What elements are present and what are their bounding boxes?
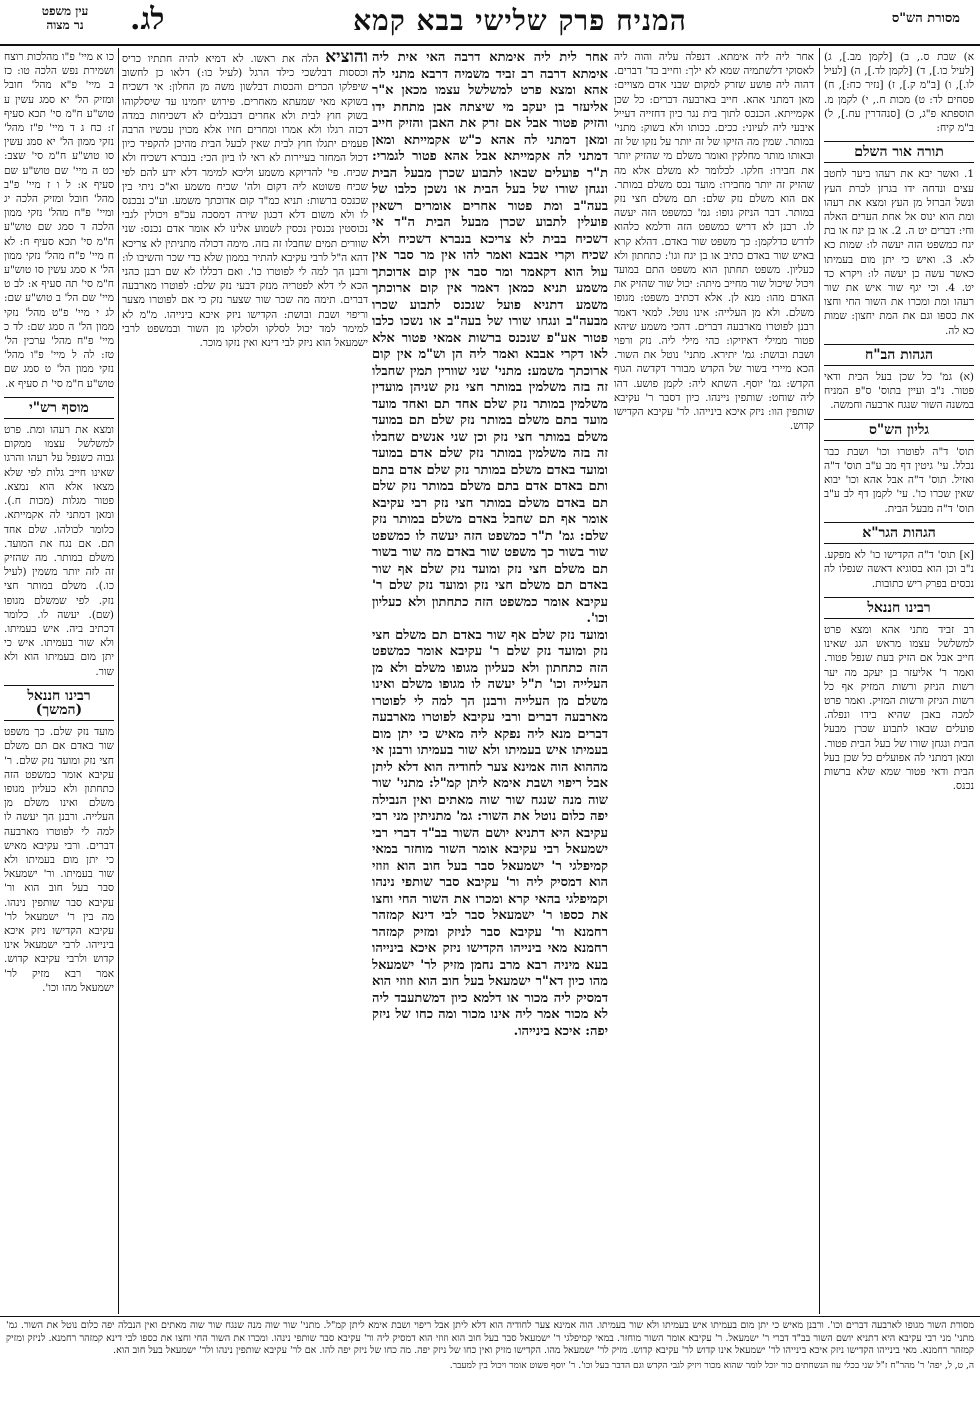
- hagahot-bach-text: (א) גמ' כל שכן בעל הבית ודאי פטור. נ"ב ועיין בתוס' ס"פ המניח במשנה השור שנגח ארבעה וחמשה.: [824, 371, 974, 412]
- gilyon-text: תוס' ד"ה לפוטרו וכו' ושבת כבר נכלל. עי' גיטין דף מב ע"ב תוס' ד"ה ואזיל. תוס' ד"ה אבל אהא וכו' יבוא שאין שכרו כו'. עי' לקמן דף לב ע"ב תוס' ד"ה מבעל הבית.: [824, 445, 974, 515]
- masoret-text: א) שבת ס., ב) [לקמן מב.], ג) [לעיל כו.], ד) [לקמן לד.], ה) [לעיל לו.], ו) [ב"מ ק.], ז) [נזיר כח:], ח) פסחים לד: ט) מכות ח., י) לקמן מ. תוספתא פ"ג, כ) [סנהדרין עח.], ל) ב"מ קיח:: [824, 51, 974, 135]
- right-sidebar: [824, 50, 974, 1312]
- torah-or-text: 1. ואשר יבא את רעהו ביער לחטב עצים ונדחה ידו בגרזן לכרת העץ ונשל הברזל מן העץ ומצא את רעהו ומת הוא ינוס אל אחת הערים האלה וחי: דברים יט ה. 2. או בן יגח או בת יגח כמשפט הזה יעשה לו: שמות כא לא. 3. ואיש כי יתן מום בעמיתו כאשר עשה כן יעשה לו: ויקרא כד יט. 4. וכי יגף שור איש את שור רעהו ומת ומכרו את השור החי וחצו את כספו וגם את המת יחצון: שמות כא לה.: [824, 168, 974, 337]
- hagahot-gra-text: [א] תוס' ד"ה הקדישו כו' לא מפקע. נ"ב וכן הוא בסוגיא דאשה שנפלו לה נכסים בפרק ריש כתובות.: [824, 549, 974, 590]
- hagahot-bach-title: הגהות הב"ח: [824, 344, 974, 366]
- left-sidebar: [4, 50, 114, 1312]
- rashi-column: [614, 50, 814, 1312]
- page-footer: [0, 1316, 980, 1420]
- footer-note: ה, ט, ל, יפה' ר' מהר"ח ז"ל שני בכלי עוז הנשחתים כור יוכל לומר שהוא מכור ויזיק לגבי הקדש וגם הדבר בעל וכו'. ר' יוסף פשוט אומר ויכול בין למעבר.: [449, 1360, 974, 1371]
- rule-left: [118, 48, 119, 1314]
- rabbenu-chananel-title: רבינו חננאל: [824, 597, 974, 619]
- gemara-text: אחר לית ליה אימתא דרבה האי אית ליה אימתא דרבה רב זביד משמיה דרבא מתני לה אהא ומצא פרט למשלשל עצמו מכאן א"ר אליעזר בן יעקב מי שיצתה אבן מתחת ידו והזיק פטור אבל אם זרק את האבן והזיק חייב ומאן דמתני לה אהא כ"ש אקמייתא ומאן דמתני לה אקמייתא אבל אהא פטור לגמרי: ת"ר פועלים שבאו לתבוע שכרן מבעל הבית ונגחן שורו של בעל הבית או נשכן כלבו של בעה"ב ומת פטור אחרים אומרים רשאין פועלין לתבוע שכרן מבעל הבית ה"ד אי דשכיח בבית לא צריכא בנברא דשכיח ולא שכיח וקרי אבבא ואמר להו אין מר סבר אין עול הוא דקאמר ומר סבר אין קום אדוכתך משמע תניא כמאן דאמר אין קום ארוכתך משמע דתניא פועל שנכנס לתבוע שכרו מבעה"ב ונגחו שורו של בעה"ב או נשכו כלבו פטור אע"פ שנכנס ברשות אמאי פטור אלא לאו דקרי אבבא ואמר ליה הן וש"מ אין קום ארוכתך משמע: מתני' שני שוורין תמין שחבלו זה בזה משלמין במותר חצי נזק שניהן מועדין משלמין במותר נזק שלם אחד תם ואחד מועד מועד בתם משלם במותר נזק שלם תם במועד משלם במותר חצי נזק וכן שני אנשים שחבלו זה בזה משלמין במותר נזק שלם אדם במועד ומועד באדם משלם במותר נזק שלם אדם בתם ותם באדם אדם בתם משלם במותר נזק שלם תם באדם משלם במותר חצי נזק רבי עקיבא אומר אף תם שחבל באדם משלם במותר נזק שלם: גמ' ת"ר כמשפט הזה יעשה לו כמשפט שור בשור כך משפט שור באדם מה שור בשור תם משלם חצי נזק ומועד נזק שלם אף שור באדם תם משלם חצי נזק ומועד נזק שלם ר' עקיבא אומר כמשפט הזה כתחתון ולא כעליון וכו'. ומועד נזק שלם אף שור באדם תם משלם חצי נזק ומועד נזק שלם ר' עקיבא אומר כמשפט הזה כתחתון ולא כעליון מגופו משלם ולא מן העלייה וכו' ת"ל יעשה לו מגופו משלם ואינו משלם מן העלייה ורבנן הך למה לי לפוטרו מארבעה דברים ורבי עקיבא לפוטרו מארבעה דברים מנא ליה נפקא ליה מאיש כי יתן מום בעמיתו איש בעמיתו ולא שור בעמיתו ורבנן אי מההוא הוה אמינא צער לחודיה הוא דלא ליתן אבל ריפוי ושבת אימא ליתן קמ"ל: מתני' שור שוה מנה שנגח שור שוה מאתים ואין הנבילה יפה כלום נוטל את השור: גמ' מתניתין מני רבי עקיבא היא דתניא יושם השור בב"ד דברי רבי ישמעאל רבי עקיבא אומר השור מוחזר במאי קמיפלגי ר' ישמעאל סבר בעל חוב הוא וזוזי הוא דמסיק ליה ור' עקיבא סבר שותפי נינהו וקמיפלגי בהאי קרא ומכרו את השור החי וחצו את כספו ר' ישמעאל סבר לבי דינא קמזהר רחמנא ור' עקיבא סבר לניזק ומזיק קמזהר רחמנא מאי בינייהו הקדישו ניזק איכא בינייהו בעא מיניה רבא מרב נחמן מזיק לר' ישמעאל מהו כיון דא"ר ישמעאל בעל חוב הוא וזוזי הוא דמסיק ליה מכור או דלמא כיון דמשתעבד ליה לא מכור אמר ליה אינו מכור ומה כחו של ניזק יפה: איכא בינייהו.: [372, 50, 608, 1039]
- torah-or-title: תורה אור השלם: [824, 141, 974, 163]
- chananel-cont-text: מועד נזק שלם. כך משפט שור באדם אם תם משלם חצי נזק ומועד נזק שלם. ר' עקיבא אומר כמשפט הזה כתחתון ולא כעליון מגופו משלם ואינו משלם מן העלייה. ורבנן הך יעשה לו למה לי לפוטרו מארבעה דברים. ורבי עקיבא מאיש כי יתן מום בעמיתו ולא שור בעמיתו. ור' ישמעאל סבר בעל חוב הוא ור' עקיבא סבר שותפין נינהו. מה בין ר' ישמעאל לר' עקיבא הקדישו ניזק איכא בינייהו. לרבי ישמעאל אינו קדוש ולרבי עקיבא קדוש. אמר רבא מזיק לר' ישמעאל מהו וכו'.: [4, 726, 114, 994]
- tosafot-text: הלה את ראשו. לא דמיא להיה חתתיו כריס וכססות דבלשכי כילד הרגל (לעיל כו:) דלאו כן לחשוב שיפלקו הכרים והכסות דבלשון משה מן החלון: אי דשכיח בשוקא מאי שמעתא מאחרים. פירוש יחמינו עד שיסלקוהו בשוק חוץ לבית ולא אחרים דבגבלים לא דשכיחות במדה דכזה רגלו ולא אמרו ומחרים חזיו אלא מכוין עכשיו הרבה פעמים יתגלו חוץ לבית שאין לבעל הבית מהיכן להקפיד כיון דכול המחזר בעיירות לא ראי לו ביון הכי: בנברא דשכיח ולא שכיח. פי' להדיוקא משמע וליכא למימר דלא ידע להם לפי שכיח פשוטא ליה דקום ולה' שכיח משמע וא"כ ניתי בין שכנכס ברשות: תניא כמ"ד קום אדוכתך משמע. וע"כ נבכנס לו ולא משום דלא דכגון שירה דמסכה עכ"פ ויכולין לגבי נכוסטין נכנסין נכסין לשמוע אלינו לא אומר אדם נכנס: שני שוורים תמים שחבלו זה בזה. מימה דכולה מתניתין לא צריכא דהא ה"ל לרבי עקיבא להתיר בממון שלא כדי שכר והשיבו לו: ורבנן הך למה לי לפוטרו כו'. ואם דכללו לא שם רבנן כהני הכא לי דלא לפטריה מנזק דבעי נזק שלם: לפוטרו מארבעה דברים. תימה מה שכר שור שצער נזק כי אם לפוטרו מצער וריפוי ושבת ובושת: הקדישו ניזק איכא בינייהו. מ"מ לא למימר למד יכול לסלקו ולסלקו מן השור ובמשפט לרבי ישמעאל הוא ניזק לבי דינא ואין נזקו מוכר.: [122, 53, 368, 350]
- masoret-label: מסורת הש"ס: [891, 11, 960, 26]
- ein-mishpat-label: עין משפט נר מצוה: [41, 4, 89, 32]
- chananel-cont-title: רבינו חננאל (המשך): [4, 685, 114, 721]
- gilyon-title: גליון הש"ס: [824, 419, 974, 441]
- rabbenu-chananel-text: רב זביד מתני אהא ומצא פרט למשלשל עצמו מראש הגג שאינו חייב אבל אם הזיק בעת שנפל פטור. ואמר ר' אליעזר בן יעקב מה יער רשות הניזק ורשות המזיק אף כל רשות הניזק ורשות המזיק. ואמר פרט למכה באבן שהיא בידו ונפלה. פועלים שבאו לתבוע שכרן מבעל הבית ונגחן שורו של בעל הבית פטור. ומאן דמתני לה אפועלים כל שכן בעל הבית ודאי פטור שמא שלא ברשות נכנס.: [824, 623, 974, 793]
- ein-mishpat-text: כו א מיי' פ"ו מהלכות רוצח ושמירת נפש הלכה טו: כז ב מיי' פ"א מהל' חובל ומזיק הל' יא סמג עשין ע טוש"ע ח"מ סי' תכא סעיף ז: כח ג ד מיי' פ"ז מהל' נזקי ממון הל' יא סמג עשין סו טוש"ע ח"מ סי' שצב: כט ה מיי' שם טוש"ע שם סעיף א: ל ו ז מיי' פ"ב מהל' חובל ומזיק הלכה יג ומיי' פ"ח מהל' נזקי ממון הלכה ד סמג שם טוש"ע ח"מ סי' תכא סעיף ח: לא ח מיי' פ"ח מהל' נזקי ממון הל' א סמג עשין סו טוש"ע ח"מ סי' תה סעיף א: לב ט מיי' שם הל' ב טוש"ע שם: לג י מיי' פ"ט מהל' נזקי ממון הל' ה סמג שם: לד כ מיי' פ"ח מהל' ערכין הל' טז: לה ל מיי' פ"ו מהל' נזקי ממון הל' ט סמג שם טוש"ע ח"מ סי' ת סעיף א.: [4, 51, 114, 390]
- mussaf-rashi-title: מוסף רש"י: [4, 397, 114, 419]
- tosafot-column: [122, 50, 368, 1312]
- page-number: לג.: [130, 2, 165, 37]
- rule-right: [819, 48, 820, 1314]
- footer-text: מסורת השור מגופו לארבעה דברים וכו'. ורבנן מאיש כי יתן מום בעמיתו איש בעמיתו ולא שור בעמיתו. הוה אמינא צער לחודיה הוא דלא ליתן אבל ריפוי ושבת אימא ליתן קמ"ל. מתני' שור שוה מנה שנגח שור שוה מאתים ואין הנבלה יפה כלום נוטל את השור. גמ' מתני' מני רבי עקיבא היא דתניא יושם השור בב"ד דברי ר' ישמעאל. ר' עקיבא אומר השור מוחזר. במאי קמיפלגי ר' ישמעאל סבר בעל חוב הוא וזוזי הוא דמסיק ליה ור' עקיבא סבר שותפי נינהו. ומכרו את השור החי וחצו את כספו לבי דינא קמזהר רחמנא. לניזק ומזיק קמזהר רחמנא. מאי בינייהו הקדישו ניזק איכא בינייהו לר' ישמעאל אינו קדוש לר' עקיבא קדוש. מזיק לר' ישמעאל מהו. הקדישו מזיק ואין כחו של ניזק יפה. מה כחו של ניזק יפה להו. אם לר' עקיבא שותפין נינהו ולר' ישמעאל בעל חוב הוא.: [6, 1320, 974, 1356]
- hagahot-gra-title: הגהות הגר"א: [824, 522, 974, 544]
- mussaf-rashi-text: ומצא את רעהו ומת. פרט למשלשל עצמו ממקום גבוה כשנפל על רעהו והרגו שאינו חייב גלות לפי שלא מצאו אלא הוא נמצא. פטור מגלות (מכות ח.). ומאן דמתני לה אקמייתא. כלומר לכולהו. שלם אחד תם. אם נגח את המועד. משלם במותר. מה שהזיק זה לזה יותר משמין (לעיל כו.). משלם במותר חצי נזק. לפי שמשלם מגופו (שם). יעשה לו. כלומר דכתיב ביה. איש בעמיתו. ולא שור בעמיתו. איש כי יתן מום בעמיתו הוא ולא שור.: [4, 424, 114, 678]
- page-title: המניח פרק שלישי בבא קמא: [353, 4, 687, 37]
- page-header: [0, 0, 980, 46]
- rashi-text: אחר ליה ליה אימתא. דנפלה עליה והוה ליה לאסוקי דלשתמיה שמא לא ילך: וחייב בד' דברים. דהוה ליה פושע שזרק למקום שבני אדם מצויים: מאן דמתני אהא. חייב בארבעה דברים: כל שכן אקמייתא. הכנכס לתוך בית נגר כיון דחזייה דעייל איבעי ליה לעיוני: ככים. ככותו ולא בשוק: מתני' במותר. שמין מה הזיקו של זה יותר על נזקו של זה ובאותו מותר מחלקין ואומר משלם מי שהזיק יותר את חבירו: חלקו. לכלומר לא משלם אלא מה שהזיק זה יותר מחבירו: מועד נכס משלם במותר. אם הוא משלם נזק שלם: תם משלם חצי נזק במותר. דבר הניזק גופו: גמ' כמשפט הזה יעשה לו. רבנן לא דריש כמשפט הזה ודלמא כלהוא לדרש כדלקמן: כך משפט שור באדם. דהלא קרא באיש שור באדם כתיב או בן יגח וגו': כתחתון ולא כעליון. משפט תחתון הוא משפט התם במועד ויכול שיכול שור מחייב מיתה: יכול שור שהזיק את האדם מהו: מנא לן. אלא דכתיב משפט: מגופו משלם. ולא מן העלייה: אינו נוטל. למאי דאמר רבנן לפוטרו מארבעה דברים. דהכי משמע שיהא פטור ממילי דאיזיקו: כהי מילי ליה. נזק ורפוי ושבת ובושת: גמ' יתירא. מתני' נוטל את השור. הכא מיירי בשור של הקדש מבורר דקדשה הגוף הקדש: גמ' יוסף. השתא ליה: לקמן פושע. דהו ליה שוחט: שותפין ניינהו. כיון דסבר ר' עקיבא שותפין הוו: ניזק איכא בינייהו. לר' עקיבא הקדישו קדוש.: [614, 51, 814, 433]
- tosafot-lead-word: והוציא: [325, 50, 368, 67]
